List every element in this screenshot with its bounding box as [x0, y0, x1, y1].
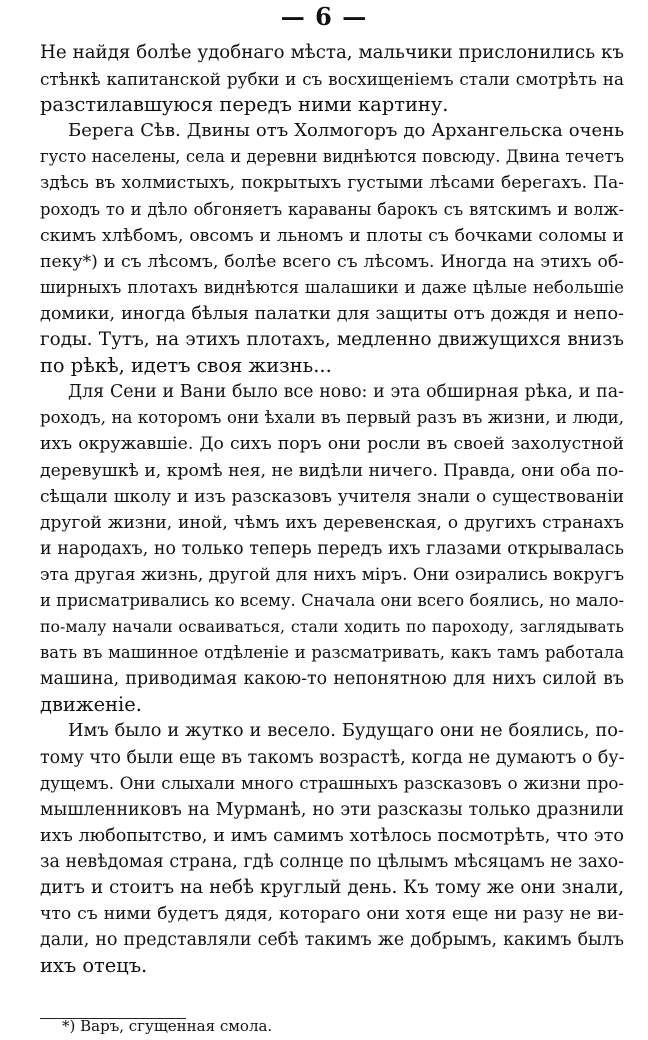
text-line: эта другая жизнь, другой для нихъ міръ. Они озирались вокругъ [40, 564, 625, 585]
text-line: здѣсь въ холмистыхъ, покрытыхъ густыми лѣсами берегахъ. Па- [40, 173, 624, 194]
text-line: машина, приводимая какою-то непонятною для нихъ силой въ [40, 669, 624, 690]
text-line: деревушкѣ и, кромѣ нея, не видѣли ничего. Правда, они оба по- [40, 460, 624, 481]
body-text [40, 40, 624, 979]
text-line: ихъ любопытство, и имъ самимъ хотѣлось посмотрѣть, что это [40, 825, 624, 846]
text-line: тому что были еще въ такомъ возрастѣ, когда не думаютъ о бу- [40, 747, 625, 768]
text-line: дущемъ. Они слыхали много страшныхъ разсказовъ о жизни про- [40, 773, 624, 793]
text-line: ихъ отецъ. [40, 954, 148, 978]
text-line: разстилавшуюся передъ ними картину. [40, 93, 449, 117]
text-line: ширныхъ плотахъ виднѣются шалашики и даже цѣлые небольшіе [40, 277, 624, 297]
text-line: дали, но представляли себѣ такимъ же добрымъ, какимъ былъ [40, 930, 624, 951]
text-line: стѣнкѣ капитанской рубки и съ восхищеніемъ стали смотрѣть на [40, 69, 624, 90]
text-line: за невѣдомая страна, гдѣ солнце по цѣлымъ мѣсяцамъ не захо- [40, 851, 624, 872]
text-line: вать въ машинное отдѣленіе и разсматривать, какъ тамъ работала [40, 643, 624, 663]
text-line: Не найдя болѣе удобнаго мѣста, мальчики прислонились къ [40, 42, 624, 63]
page-number: — 6 — [280, 2, 368, 31]
text-line: другой жизни, иной, чѣмъ ихъ деревенская, о другихъ странахъ [40, 512, 624, 533]
text-line: домики, иногда бѣлыя палатки для защиты отъ дождя и непо- [40, 303, 624, 324]
text-line: Для Сени и Вани было все ново: и эта обширная рѣка, и па- [68, 382, 624, 403]
text-line: Имъ было и жутко и весело. Будущаго они не боялись, по- [68, 720, 624, 742]
text-line: годы. Тутъ, на этихъ плотахъ, медленно движущихся внизъ [40, 329, 624, 351]
text-line: и народахъ, но только теперь передъ ихъ глазами открывалась [40, 538, 624, 559]
text-line: скимъ хлѣбомъ, овсомъ и льномъ и плоты съ бочками соломы и [40, 225, 624, 246]
footnote: *) Варъ, сгущенная смола. [62, 1017, 273, 1035]
text-line: роходъ то и дѣло обгоняетъ караваны барокъ съ вятскимъ и волж- [40, 199, 624, 219]
text-line: и присматривались ко всему. Сначала они всего боялись, но мало- [40, 590, 624, 610]
text-line: ихъ окружавшіе. До сихъ поръ они росли въ своей захолустной [40, 434, 624, 455]
text-line: по-малу начали осваиваться, стали ходить по пароходу, заглядывать [40, 617, 624, 637]
text-line: роходъ, на которомъ они ѣхали въ первый разъ въ жизни, и люди, [40, 408, 624, 428]
text-line: пеку*) и съ лѣсомъ, болѣе всего съ лѣсомъ. Иногда на этихъ об- [40, 251, 624, 272]
text-line: движеніе. [40, 693, 142, 717]
text-line: дитъ и стоитъ на небѣ круглый день. Къ тому же они знали, [40, 877, 624, 898]
text-line: густо населены, села и деревни виднѣются повсюду. Двина течетъ [40, 147, 624, 167]
text-line: сѣщали школу и изъ разсказовъ учителя знали о существованіи [40, 486, 624, 507]
text-line: Берега Сѣв. Двины отъ Холмогоръ до Архангельска очень [68, 120, 624, 142]
text-line: по рѣкѣ, идетъ своя жизнь... [40, 354, 332, 378]
text-line: что съ ними будетъ дядя, котораго они хотя еще ни разу не ви- [40, 904, 624, 925]
text-line: мышленниковъ на Мурманѣ, но эти разсказы только дразнили [40, 799, 624, 820]
